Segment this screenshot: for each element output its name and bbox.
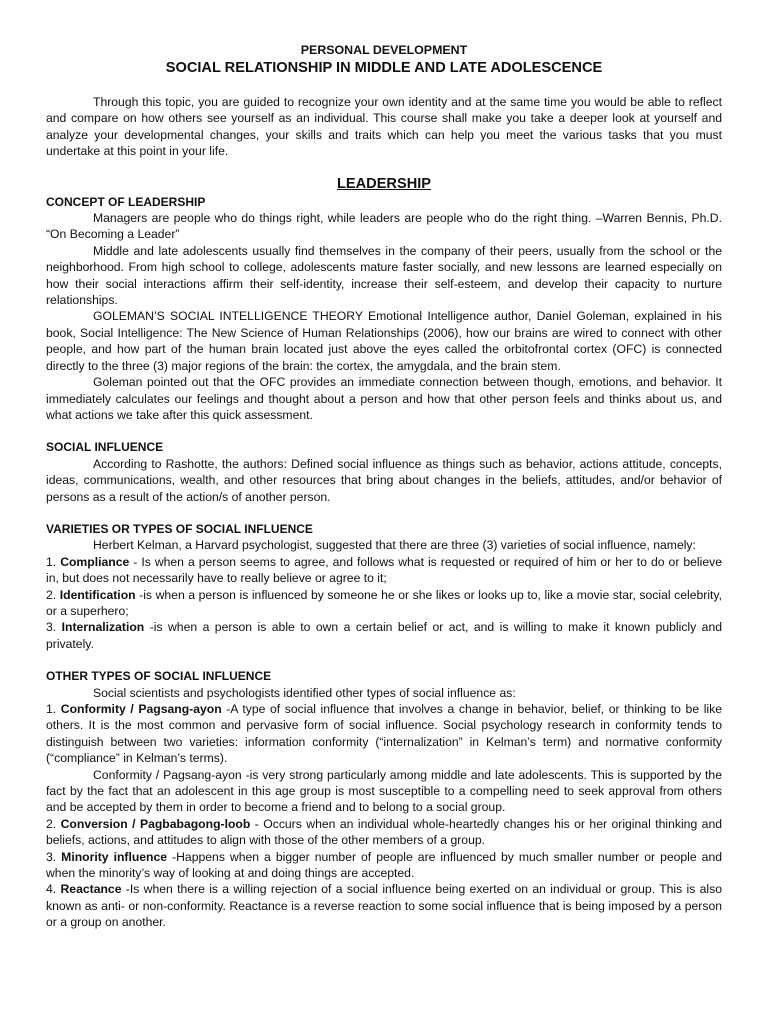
list-text: -is when a person is influenced by someone he or she likes or looks up to, like a movie star, social celebrity, or a superhero; (46, 587, 722, 618)
list-term: Reactance (60, 882, 122, 897)
list-number: 2. (46, 816, 57, 831)
list-number: 3. (46, 849, 57, 864)
list-text: -Is when there is a willing rejection of a social influence being exerted on an individual or group. This is also known as anti- or non-conformity. Reactance is a reverse reaction to some social influence that is being imposed by a person or a group on another. (46, 882, 722, 930)
list-term: Conversion / Pagbabagong-loob (60, 816, 251, 831)
spacer (46, 505, 722, 521)
list-item-conformity (46, 701, 722, 767)
list-item-conversion (46, 816, 722, 849)
other-types-intro: Social scientists and psychologists identified other types of social influence as: (93, 685, 516, 700)
list-item-identification (46, 587, 722, 620)
social-influence-paragraph: According to Rashotte, the authors: Defined social influence as things such as behavior, actions attitude, concepts, ideas, communications, wealth, and other resources that bring about changes in the beliefs, attitudes, and/or behavior of persons as a result of the action/s of another person. (46, 456, 722, 504)
heading-social-influence: SOCIAL INFLUENCE (46, 440, 164, 455)
heading-varieties: VARIETIES OR TYPES OF SOCIAL INFLUENCE (46, 521, 313, 536)
spacer (46, 423, 722, 439)
spacer (46, 652, 722, 668)
list-item-internalization (46, 619, 722, 652)
heading-concept-of-leadership: CONCEPT OF LEADERSHIP (46, 194, 206, 209)
leadership-paragraph: Managers are people who do things right, while leaders are people who do the right thing. –Warren Bennis, Ph.D. “On Becoming a Leader” (46, 211, 722, 242)
list-number: 1. (46, 702, 57, 716)
conformity-followup-paragraph: Conformity / Pagsang-ayon -is very strong particularly among middle and late adolescents. This is supported by the fact by the fact that an adolescent in this age group is most susceptible to a compelling need to seek approval from others and be accepted by them in order to become a friend and to belong to a social group. (46, 767, 722, 815)
document-subject: PERSONAL DEVELOPMENT (300, 43, 468, 57)
list-term: Minority influence (61, 849, 168, 864)
heading-other-types: OTHER TYPES OF SOCIAL INFLUENCE (46, 669, 272, 684)
list-term: Identification (59, 587, 136, 602)
list-number: 2. (46, 587, 57, 602)
section-title-leadership: LEADERSHIP (336, 175, 432, 192)
list-term: Conformity / Pagsang-ayon (60, 702, 222, 716)
intro-paragraph: Through this topic, you are guided to recognize your own identity and at the same time you would be able to reflect and compare on how others see yourself as an individual. This course shall make you take a deeper look at yourself and analyze your developmental changes, your skills and traits which can help you meet the various tasks that you must undertake at this point in your life. (46, 95, 722, 159)
leadership-paragraph: GOLEMAN’S SOCIAL INTELLIGENCE THEORY Emotional Intelligence author, Daniel Goleman, explained in his book, Social Intelligence: The New Science of Human Relationships (2006), how our brains are wired to connect with other people, and how part of the human brain located just above the eyes called the orbitofrontal cortex (OFC) is connected directly to the three (3) major regions of the brain: the cortex, the amygdala, and the brain stem. (46, 309, 722, 373)
list-item-reactance (46, 881, 722, 930)
list-term: Internalization (61, 620, 145, 635)
list-text: -Happens when a bigger number of people are influenced by much smaller number or people and when the minority’s way of looking at and doing things are accepted. (46, 849, 723, 881)
varieties-intro: Herbert Kelman, a Harvard psychologist, suggested that there are three (3) varieties of social influence, namely: (93, 538, 696, 553)
list-number: 4. (46, 882, 57, 897)
list-text: -is when a person is able to own a certain belief or act, and is willing to make it known publicly and privately. (46, 620, 723, 651)
list-text: - Occurs when an individual whole-heartedly changes his or her original thinking and beliefs, actions, and attitudes to align with those of the other members of a group. (46, 816, 722, 848)
list-number: 3. (46, 620, 57, 635)
list-text: - Is when a person seems to agree, and follows what is requested or required of him or her to do or believe in, but does not necessarily have to really believe or agree to it; (46, 554, 722, 586)
document-title: SOCIAL RELATIONSHIP IN MIDDLE AND LATE ADOLESCENCE (165, 60, 603, 76)
leadership-paragraph: Middle and late adolescents usually find themselves in the company of their peers, usually from the school or the neighborhood. From high school to college, adolescents mature faster socially, and new lessons are learned especially on how their social interactions affirm their self-identity, increase their self-esteem, and develop their capacity to nurture relationships. (46, 243, 722, 308)
list-term: Compliance (60, 554, 130, 569)
list-text: -A type of social influence that involves a change in behavior, belief, or thinking to be like others. It is the most common and pervasive form of social influence. Social psychology research in conformity tends to distinguish between two varieties: information conformity (“internalization” in Kelman’s term) and normative conformity (“compliance” in Kelman’s terms). (46, 702, 722, 766)
list-number: 1. (46, 554, 57, 569)
leadership-paragraph: Goleman pointed out that the OFC provides an immediate connection between though, emotions, and behavior. It immediately calculates our feelings and thought about a person and how that other person feels and thinks about us, and what actions we take after this quick assessment. (46, 375, 722, 422)
list-item-minority-influence (46, 849, 722, 882)
list-item-compliance (46, 554, 722, 587)
